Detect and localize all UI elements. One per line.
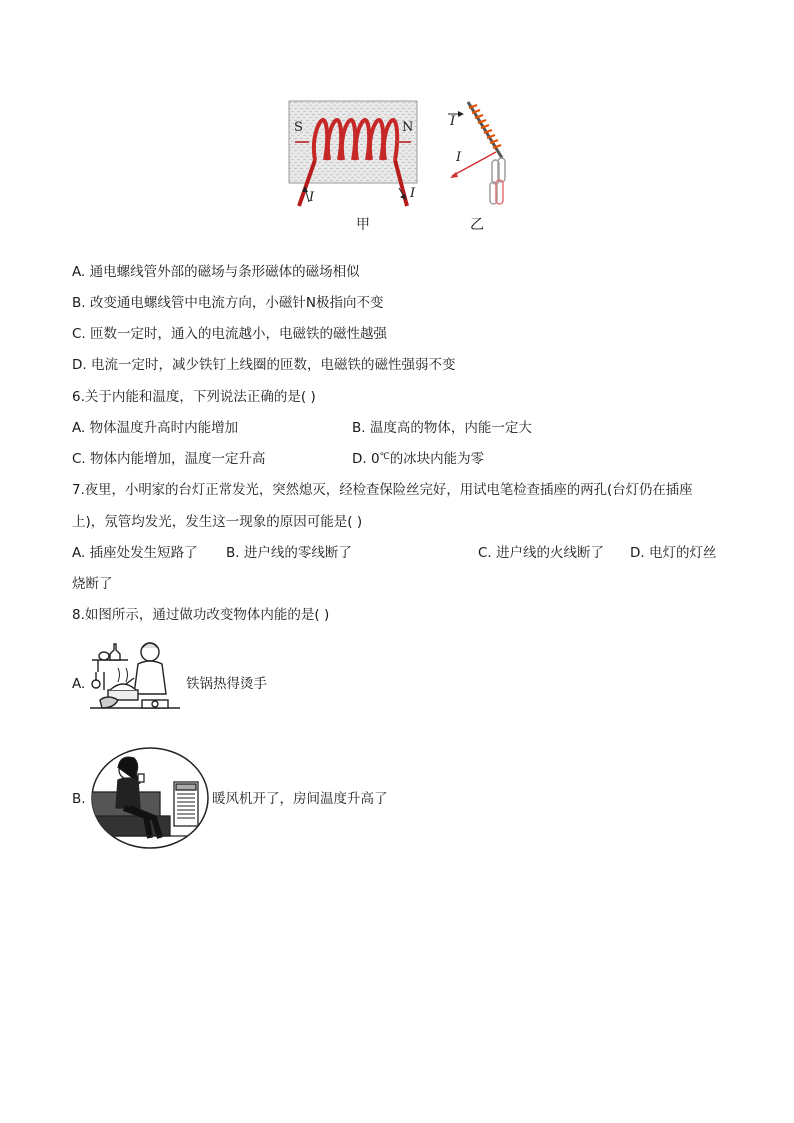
pole-s-label: S xyxy=(294,120,303,135)
q6-stem: 6.关于内能和温度，下列说法正确的是( ) xyxy=(72,389,316,405)
current-label-right: I xyxy=(410,186,416,201)
q8-option-b-text: 暖风机开了，房间温度升高了 xyxy=(212,791,388,807)
q7-stem-line2: 上)，氖管均发光，发生这一现象的原因可能是( ) xyxy=(72,514,363,530)
heater-illustration-graphic xyxy=(90,746,210,850)
q6-option-d-prefix: D. 0 xyxy=(352,451,380,467)
cooking-illustration-graphic xyxy=(88,638,183,722)
current-label-left: I xyxy=(309,190,315,205)
q6-option-c: C. 物体内能增加，温度一定升高 xyxy=(72,451,266,467)
q6-option-a: A. 物体温度升高时内能增加 xyxy=(72,420,239,436)
q5-option-d: D. 电流一定时，减少铁钉上线圈的匝数，电磁铁的磁性强弱不变 xyxy=(72,357,456,373)
cooking-woman-illustration-icon xyxy=(88,638,183,722)
q7-option-b: B. 进户线的零线断了 xyxy=(226,545,352,561)
q6-option-d-unit: ℃ xyxy=(379,452,390,462)
q6-option-b: B. 温度高的物体，内能一定大 xyxy=(352,420,532,436)
q5-option-b: B. 改变通电螺线管中电流方向，小磁针N极指向不变 xyxy=(72,295,384,311)
figure-caption-jia: 甲 xyxy=(356,217,370,233)
q6-option-d-suffix: 的冰块内能为零 xyxy=(389,451,485,467)
girl-with-heater-illustration-icon xyxy=(90,746,210,850)
q8-option-b-letter: B. xyxy=(72,791,86,807)
q5-option-c: C. 匝数一定时，通入的电流越小，电磁铁的磁性越强 xyxy=(72,326,388,342)
q5-option-a: A. 通电螺线管外部的磁场与条形磁体的磁场相似 xyxy=(72,264,360,280)
pole-n-label: N xyxy=(402,120,414,135)
q8-option-a-text: 铁锅热得烫手 xyxy=(186,676,267,692)
figure-caption-yi: 乙 xyxy=(470,217,484,233)
current-label-lead: I xyxy=(456,150,462,165)
q7-option-d: D. 电灯的灯丝 xyxy=(630,545,717,561)
q8-stem: 8.如图所示，通过做功改变物体内能的是( ) xyxy=(72,607,330,623)
q8-option-a-letter: A. xyxy=(72,676,86,692)
q7-stem-line1: 7.夜里，小明家的台灯正常发光，突然熄灭，经检查保险丝完好，用试电笔检查插座的两孔(台灯仍在插座 xyxy=(72,483,693,498)
q7-option-c: C. 进户线的火线断了 xyxy=(478,545,605,561)
figure-solenoid xyxy=(285,98,425,208)
q7-option-d-continued: 烧断了 xyxy=(72,576,113,592)
q7-option-a: A. 插座处发生短路了 xyxy=(72,545,198,561)
solenoid-figure-graphic xyxy=(285,98,425,208)
figure-electromagnet xyxy=(440,96,520,211)
q6-option-d xyxy=(352,449,484,469)
current-label-top: I xyxy=(450,114,456,129)
